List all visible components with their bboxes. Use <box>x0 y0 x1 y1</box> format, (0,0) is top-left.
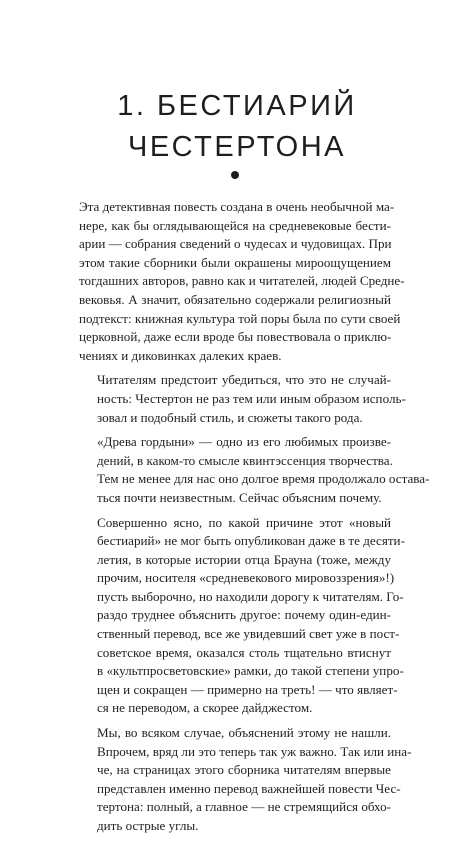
text-line: ность: Честертон не раз тем или иным образом исполь- <box>97 390 406 406</box>
text-line: представлен именно перевод важнейшей повести Чес- <box>97 780 401 796</box>
text-line: вековья. А значит, обязательно содержали религиозный <box>79 291 391 307</box>
text-line: летия, в которые истории отца Брауна (тоже, между <box>97 551 391 567</box>
text-line: Эта детективная повесть создана в очень необычной ма- <box>79 199 395 214</box>
text-line: Читателям предстоит убедиться, что это не случай- <box>97 372 391 388</box>
text-line: ся не переводом, а скорее дайджестом. <box>97 700 313 716</box>
paragraph <box>79 433 430 507</box>
text-line: в «культпросветовские» рамки, до такой степени упро- <box>97 663 404 679</box>
paragraph <box>79 514 405 719</box>
text-line: ственный перевод, все же увидевший свет уже в пост- <box>97 626 400 642</box>
text-line: подтекст: книжная культура той поры была по сути своей <box>79 310 401 326</box>
text-line: ться почти неизвестным. Сейчас объясним почему. <box>97 489 382 505</box>
chapter-title <box>0 86 474 168</box>
text-line: нере, как бы оглядывающейся на средневековые бести- <box>79 217 391 233</box>
text-line: пусть выборочно, но находили дорогу к читателям. Го- <box>97 588 404 604</box>
title-bullet-ornament <box>231 171 239 179</box>
text-line: советское время, оказался столь тщательно втиснут <box>97 644 391 660</box>
text-line: Тем не менее для нас оно долгое время продолжало остава- <box>97 471 430 487</box>
body-text <box>79 198 430 842</box>
text-line: чениях и диковинках далеких краев. <box>79 347 282 363</box>
text-line: бестиарий» не мог быть опубликован даже в те десяти- <box>97 533 405 549</box>
text-line: «Древа гордыни» — одно из его любимых произве- <box>97 434 391 450</box>
paragraph <box>79 371 406 427</box>
text-line: этом такие сборники были окрашены мироощущением <box>79 254 391 270</box>
text-line: раздо труднее объяснить другое: почему один-един- <box>97 607 391 623</box>
chapter-title-line-1: 1. БЕСТИАРИЙ <box>117 90 357 122</box>
text-line: Впрочем, вряд ли это теперь так уж важно. Так или ина- <box>97 743 412 759</box>
text-line: тогдашних авторов, равно как и читателей, людей Средне- <box>79 273 405 289</box>
paragraph <box>79 724 412 836</box>
text-line: арии — собрания сведений о чудесах и чудовищах. При <box>79 236 392 252</box>
chapter-title-line-2: ЧЕСТЕРТОНА <box>127 131 346 163</box>
text-line: дений, в каком-то смысле квинтэссенция творчества. <box>97 452 393 468</box>
text-line: прочим, носителя «средневекового мировоззрения»!) <box>97 570 395 586</box>
text-line: щен и сокращен — примерно на треть! — что являет- <box>97 681 398 697</box>
text-line: церковной, даже если вроде бы повествовала о приклю- <box>79 329 392 345</box>
text-line: Совершенно ясно, по какой причине этот «новый <box>97 514 391 530</box>
text-line: Мы, во всяком случае, объяснений этому не нашли. <box>97 725 391 741</box>
text-line: че, на страницах этого сборника читателям впервые <box>97 762 391 778</box>
text-line: дить острые углы. <box>97 818 199 833</box>
paragraph <box>79 198 405 365</box>
text-line: тертона: полный, а главное — не стремящийся обхо- <box>97 799 391 815</box>
text-line: зовал и подобный стиль, и сюжеты такого рода. <box>97 409 363 425</box>
